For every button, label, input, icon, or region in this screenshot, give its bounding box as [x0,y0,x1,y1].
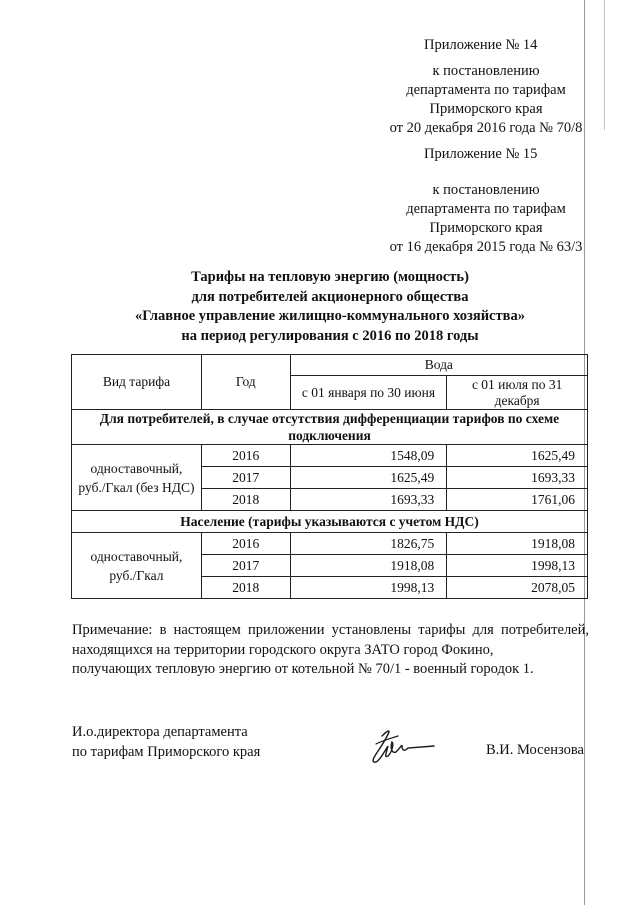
table-cell-h1: 1548,09 [290,445,447,467]
section-2-title: Население (тарифы указываются с учетом НДС) [72,511,588,533]
header-year: Год [201,355,290,410]
document-title [70,268,590,346]
note-last-line: получающих тепловую энергию от котельной № 70/1 - военный городок 1. [72,661,534,677]
note-body: Примечание: в настоящем приложении установлены тарифы для потребителей, находящихся на территории городского округа ЗАТО город Фокино, [72,622,589,658]
document-title-line: «Главное управление жилищно-коммунального хозяйства» [135,308,525,324]
table-cell-h2: 1625,49 [447,445,588,467]
appendix-15-ref-line: департамента по тарифам [406,201,566,217]
table-cell-h1: 1918,08 [290,555,447,577]
section-2-tariff-label: одноставочный, руб./Гкал [72,533,202,599]
appendix-14-ref-line: от 20 декабря 2016 года № 70/8 [389,120,583,136]
table-cell-year: 2016 [201,533,290,555]
section-1-tariff-label: одноставочный, руб./Гкал (без НДС) [72,445,202,511]
table-cell-h2: 2078,05 [447,577,588,599]
table-cell-h1: 1693,33 [290,489,447,511]
table-cell-year: 2016 [201,445,290,467]
signer-post [72,723,260,762]
appendix-14-ref-line: Приморского края [429,101,543,117]
appendix-15 [380,145,592,257]
header-tariff-type: Вид тарифа [72,355,202,410]
appendix-14-ref-line: к постановлению [432,63,540,79]
document-title-line: Тарифы на тепловую энергию (мощность) [191,269,469,285]
section-1-title: Для потребителей, в случае отсутствия дифференциации тарифов по схеме подключения [72,410,588,445]
header-period-1: с 01 января по 30 июня [290,376,447,410]
note-paragraph [72,621,589,680]
tariff-table [71,354,588,599]
appendix-15-title: Приложение № 15 [424,146,538,162]
document-title-line: для потребителей акционерного общества [191,288,469,305]
table-cell-h2: 1693,33 [447,467,588,489]
document-title-line: на период регулирования с 2016 по 2018 годы [181,327,479,344]
signer-post-line: по тарифам Приморского края [72,743,261,760]
appendix-14-title: Приложение № 14 [424,37,538,53]
table-cell-h1: 1826,75 [290,533,447,555]
table-cell-year: 2017 [201,467,290,489]
table-cell-h2: 1761,06 [447,489,588,511]
header-water: Вода [290,355,587,376]
appendix-15-ref-line: к постановлению [432,182,540,198]
appendix-14 [380,36,592,138]
table-cell-h1: 1998,13 [290,577,447,599]
signer-name: В.И. Мосензова [486,742,584,758]
table-cell-year: 2017 [201,555,290,577]
table-cell-h2: 1998,13 [447,555,588,577]
handwritten-signature [362,722,436,772]
table-cell-year: 2018 [201,489,290,511]
header-period-2: с 01 июля по 31 декабря [447,376,588,410]
scan-line-top-right [604,0,605,130]
appendix-14-ref-line: департамента по тарифам [406,82,566,98]
appendix-15-ref-line: Приморского края [429,220,543,236]
table-cell-year: 2018 [201,577,290,599]
appendix-15-ref-line: от 16 декабря 2015 года № 63/3 [389,239,583,255]
table-cell-h2: 1918,08 [447,533,588,555]
table-cell-h1: 1625,49 [290,467,447,489]
signer-post-line: И.о.директора департамента [72,724,248,740]
